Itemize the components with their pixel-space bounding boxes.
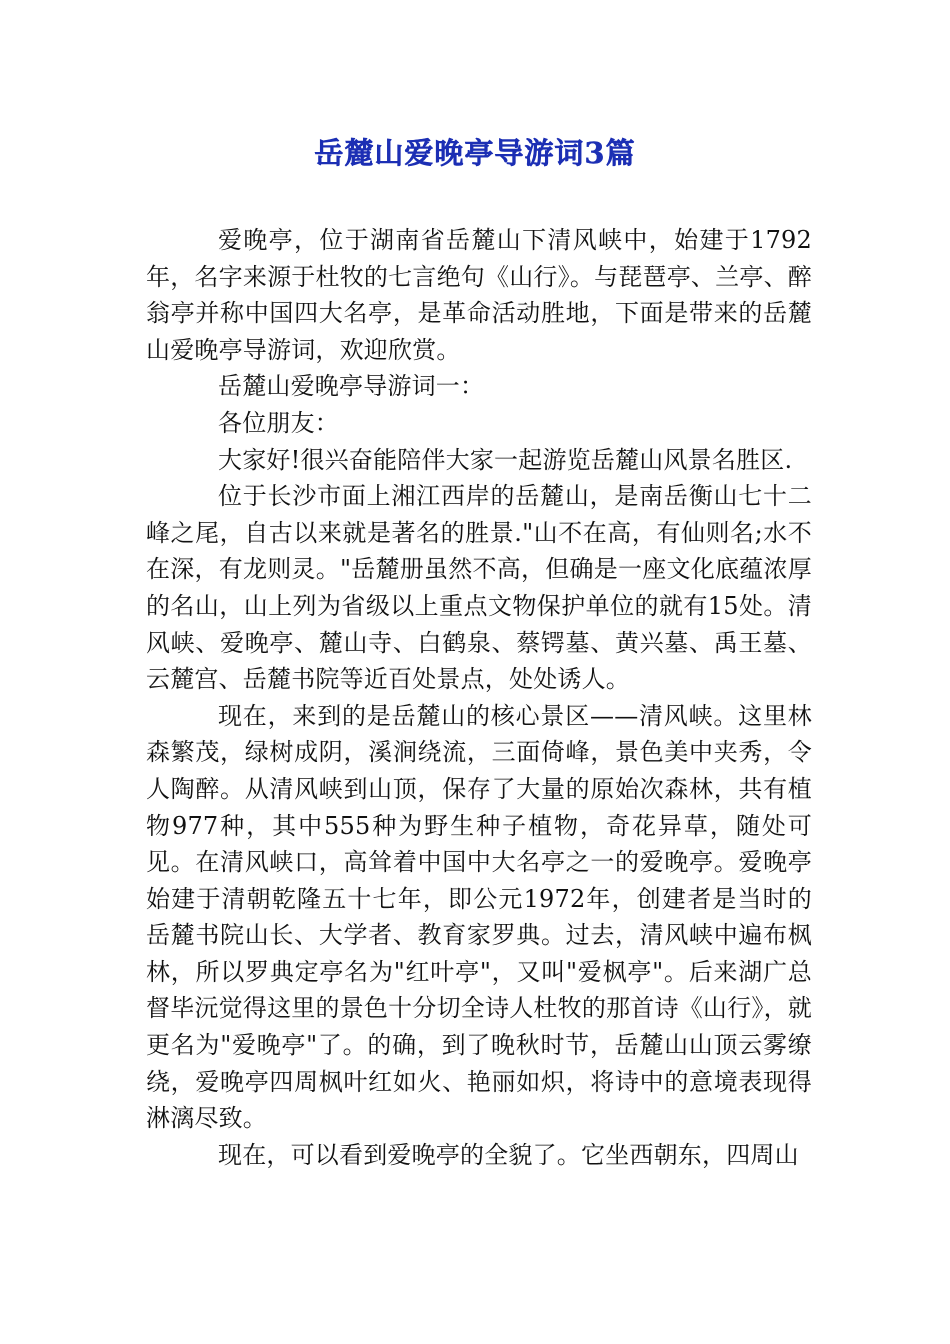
paragraph-intro: 爱晚亭，位于湖南省岳麓山下清风峡中，始建于1792年，名字来源于杜牧的七言绝句《山行》。与琵琶亭、兰亭、醉翁亭并称中国四大名亭，是革命活动胜地，下面是带来的岳麓山爱晚亭导游词，欢迎欣赏。 (146, 226, 812, 364)
paragraph-greeting: 各位朋友： (218, 408, 339, 437)
document-body (146, 222, 812, 1173)
paragraph-pavilion-view: 现在，可以看到爱晚亭的全貌了。它坐西朝东，四周山 (218, 1140, 799, 1169)
paragraph-yuelu-mountain: 位于长沙市面上湘江西岸的岳麓山，是南岳衡山七十二峰之尾，自古以来就是著名的胜景."山不在高，有仙则名;水不在深，有龙则灵。"岳麓册虽然不高，但确是一座文化底蕴浓厚的名山，山上列为省级以上重点文物保护单位的就有15处。清风峡、爱晚亭、麓山寺、白鹤泉、蔡锷墓、黄兴墓、禹王墓、云麓宫、岳麓书院等近百处景点，处处诱人。 (146, 482, 812, 694)
document-title: 岳麓山爱晚亭导游词3篇 (314, 136, 636, 170)
paragraph-qingfeng-gorge: 现在，来到的是岳麓山的核心景区——清风峡。这里林森繁茂，绿树成阴，溪涧绕流，三面倚峰，景色美中夹秀，令人陶醉。从清风峡到山顶，保存了大量的原始次森林，共有植物977种，其中555种为野生种子植物，奇花异草，随处可见。在清风峡口，高耸着中国中大名亭之一的爱晚亭。爱晚亭始建于清朝乾隆五十七年，即公元1972年，创建者是当时的岳麓书院山长、大学者、教育家罗典。过去，清风峡中遍布枫林，所以罗典定亭名为"红叶亭"，又叫"爱枫亭"。后来湖广总督毕沅觉得这里的景色十分切全诗人杜牧的那首诗《山行》，就更名为"爱晚亭"了。的确，到了晚秋时节，岳麓山山顶云雾缭绕，爱晚亭四周枫叶红如火、艳丽如炽，将诗中的意境表现得淋漓尽致。 (146, 701, 812, 1133)
paragraph-welcome: 大家好!很兴奋能陪伴大家一起游览岳麓山风景名胜区. (218, 445, 793, 474)
paragraph-section-heading: 岳麓山爱晚亭导游词一： (218, 372, 485, 401)
